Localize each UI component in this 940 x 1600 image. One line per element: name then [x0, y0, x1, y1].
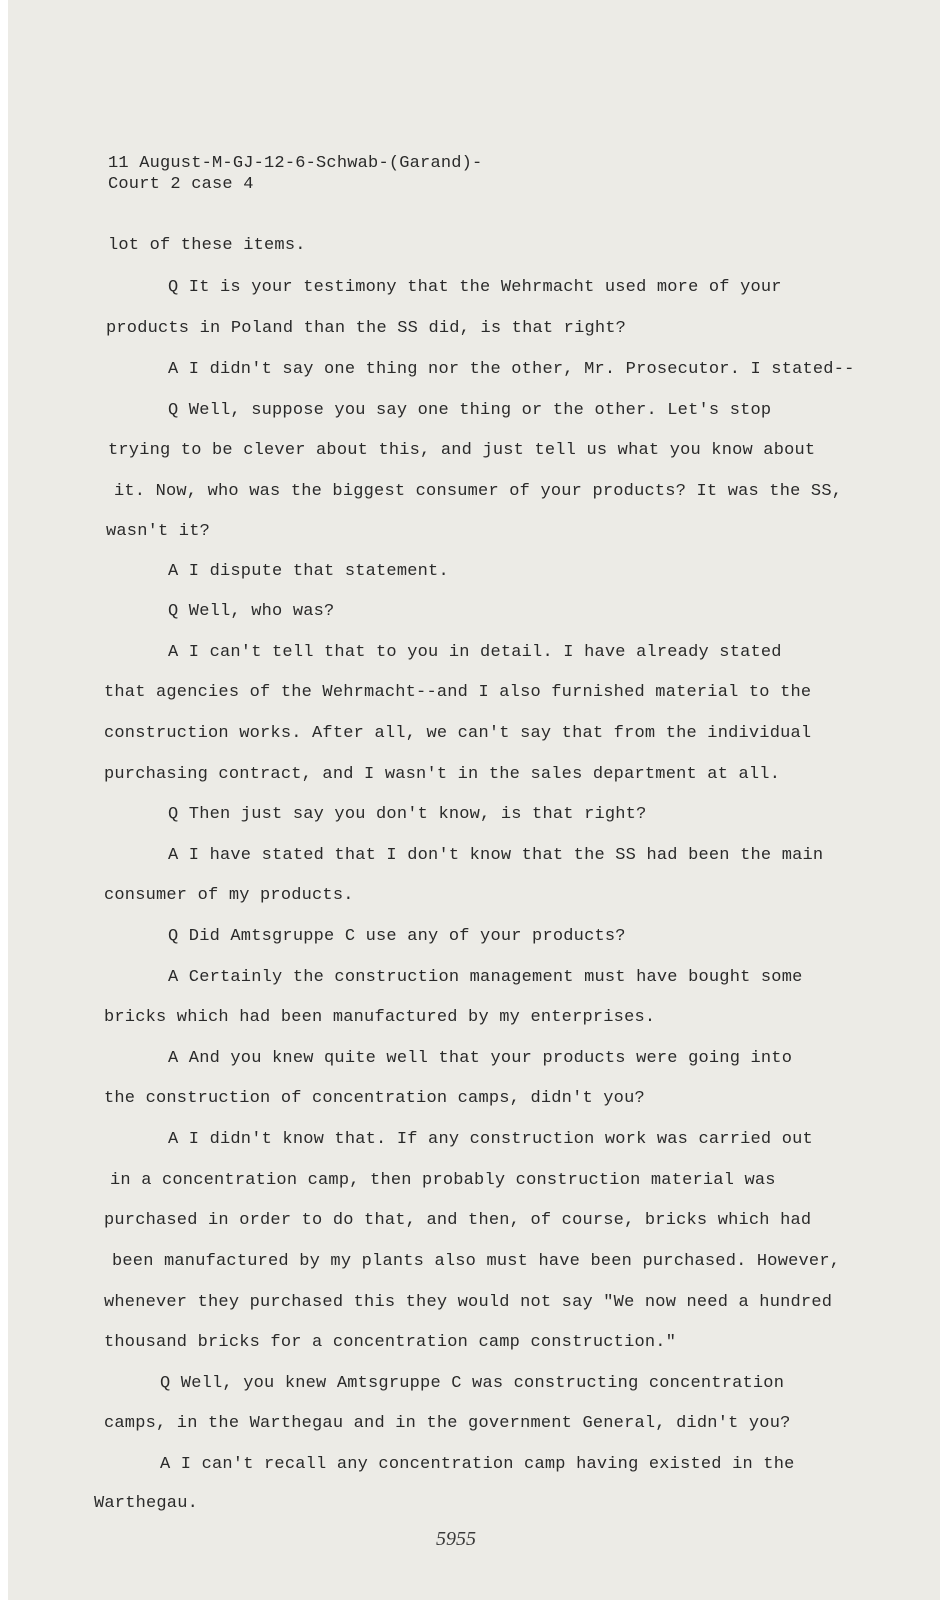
- text-line: A I didn't know that. If any construction work was carried out: [168, 1130, 813, 1149]
- text-line: it. Now, who was the biggest consumer of your products? It was the SS,: [114, 482, 843, 501]
- text-line: A And you knew quite well that your products were going into: [168, 1049, 793, 1068]
- text-line: A I can't tell that to you in detail. I have already stated: [168, 643, 782, 662]
- text-line: A I didn't say one thing nor the other, Mr. Prosecutor. I stated--: [168, 360, 855, 379]
- header-line-1: 11 August-M-GJ-12-6-Schwab-(Garand)-: [108, 154, 483, 173]
- text-line: lot of these items.: [108, 236, 306, 255]
- text-line: Q Well, you knew Amtsgruppe C was constructing concentration: [160, 1374, 785, 1393]
- text-line: Warthegau.: [94, 1494, 199, 1513]
- text-line: been manufactured by my plants also must have been purchased. However,: [112, 1252, 841, 1271]
- text-line: purchased in order to do that, and then, of course, bricks which had: [104, 1211, 812, 1230]
- text-line: products in Poland than the SS did, is that right?: [106, 319, 627, 338]
- text-line: A I have stated that I don't know that the SS had been the main: [168, 846, 824, 865]
- text-line: thousand bricks for a concentration camp construction.": [104, 1333, 677, 1352]
- page-number: 5955: [436, 1528, 476, 1550]
- text-line: camps, in the Warthegau and in the government General, didn't you?: [104, 1414, 791, 1433]
- text-line: A I dispute that statement.: [168, 562, 449, 581]
- text-line: bricks which had been manufactured by my enterprises.: [104, 1008, 656, 1027]
- text-line: construction works. After all, we can't say that from the individual: [104, 724, 812, 743]
- header-line-2: Court 2 case 4: [108, 175, 254, 194]
- text-line: wasn't it?: [106, 522, 211, 541]
- text-line: consumer of my products.: [104, 886, 354, 905]
- text-line: that agencies of the Wehrmacht--and I also furnished material to the: [104, 683, 812, 702]
- text-line: whenever they purchased this they would not say "We now need a hundred: [104, 1293, 833, 1312]
- text-line: Q Did Amtsgruppe C use any of your products?: [168, 927, 626, 946]
- text-line: Q It is your testimony that the Wehrmacht used more of your: [168, 278, 782, 297]
- text-line: A I can't recall any concentration camp having existed in the: [160, 1455, 795, 1474]
- text-line: trying to be clever about this, and just tell us what you know about: [108, 441, 816, 460]
- text-line: Q Well, who was?: [168, 602, 335, 621]
- text-line: the construction of concentration camps, didn't you?: [104, 1089, 645, 1108]
- text-line: Q Well, suppose you say one thing or the other. Let's stop: [168, 401, 772, 420]
- text-line: in a concentration camp, then probably construction material was: [110, 1171, 776, 1190]
- text-line: Q Then just say you don't know, is that right?: [168, 805, 647, 824]
- text-line: A Certainly the construction management must have bought some: [168, 968, 803, 987]
- text-line: purchasing contract, and I wasn't in the sales department at all.: [104, 765, 781, 784]
